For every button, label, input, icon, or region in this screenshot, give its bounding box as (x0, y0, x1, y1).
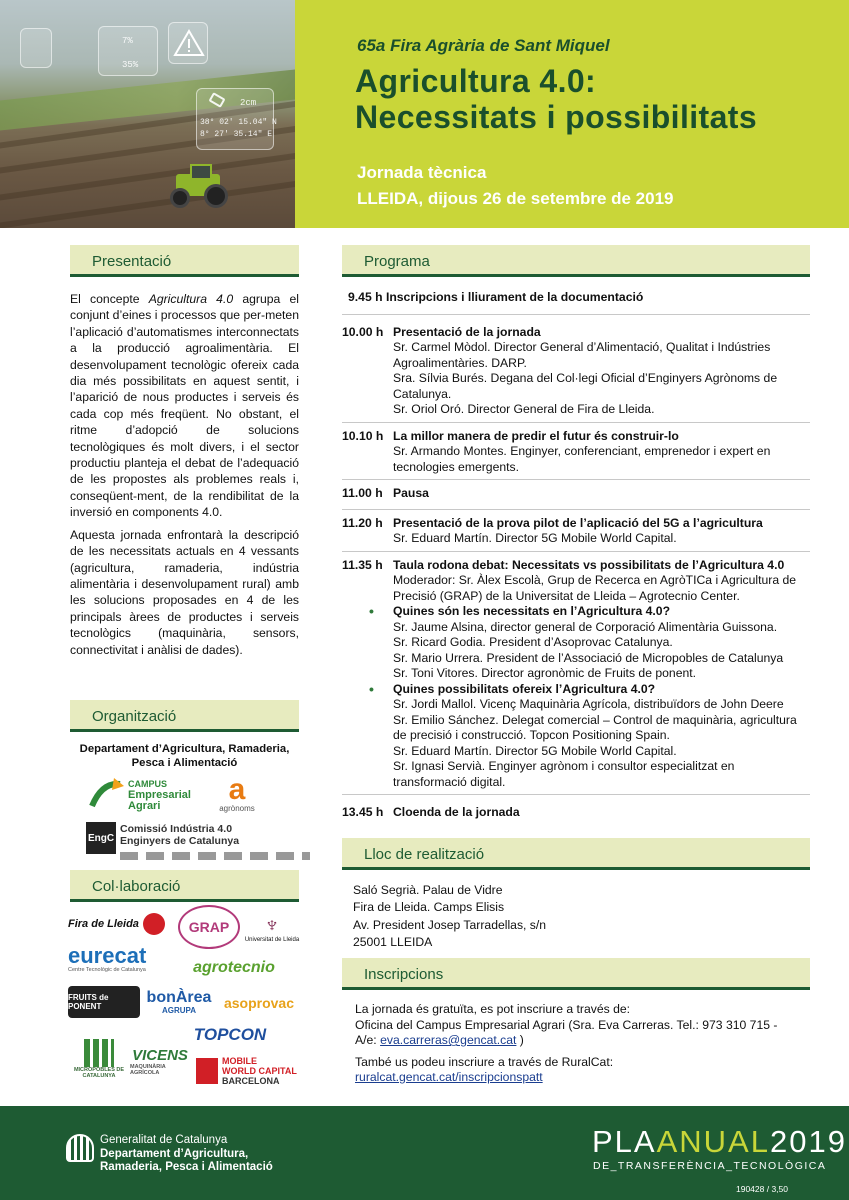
programa-speaker: Sr. Emilio Sánchez. Delegat comercial – Control de maquinària, agricultura de precisió i construcció. Topcon Positioning Spain. (393, 712, 797, 742)
field-row (0, 175, 295, 228)
lloc-heading (342, 838, 810, 870)
programa-time: 11.20 h (342, 515, 383, 530)
programa-speaker: Sr. Ignasi Servià. Enginyer agrònom i consultor especialitzat en transformació digital. (393, 759, 735, 789)
venue-line: 25001 LLEIDA (353, 934, 433, 949)
programa-time: 11.00 h (342, 486, 383, 500)
mwc-logo-line1: MOBILE (222, 1056, 257, 1066)
programa-title: La millor manera de predir el futur és construir-lo (393, 428, 679, 443)
comissio-sponsor-strip (120, 852, 310, 860)
agrotecnio-logo: agrotecnio (193, 959, 275, 976)
micropobles-logo (70, 1034, 128, 1084)
micropobles-mark (84, 1039, 114, 1067)
programa-title: Taula rodona debat: Necessitats vs possibilitats de l’Agricultura 4.0 (393, 557, 785, 572)
fira-lleida-logo-text: Fira de Lleida (68, 918, 139, 930)
generalitat-icon (66, 1134, 94, 1162)
inscripcions-heading (342, 958, 810, 990)
grap-logo (178, 905, 240, 949)
udl-logo: ♆ Universitat de Lleida (244, 912, 300, 943)
field-row (0, 147, 295, 203)
fira-lleida-mark (143, 913, 165, 935)
programa-entry-0 (348, 290, 810, 306)
col-laboracio-heading-label: Col·laboració (92, 878, 181, 895)
footer-dept-line1: Departament d’Agricultura, (100, 1148, 249, 1160)
campus-logo-line3: Agrari (128, 799, 161, 812)
udl-logo-text: Universitat de Lleida (244, 937, 300, 943)
event-type: Jornada tècnica (357, 163, 487, 182)
email-label: A/e: (355, 1033, 381, 1047)
campus-agrari-logo (88, 775, 204, 815)
programa-time: 10.10 h (342, 428, 384, 443)
inscripcions-email-line (355, 1033, 815, 1049)
presentacio-p1-emphasis: Agricultura 4.0 (148, 292, 234, 306)
inscripcions-line: Oficina del Campus Empresarial Agrari (Sra. Eva Carreras. Tel.: 973 310 715 - (355, 1017, 778, 1032)
pla-anual-year: 2019 (769, 1124, 847, 1159)
venue-line: Av. President Josep Tarradellas, s/n (353, 917, 547, 932)
programa-list (342, 290, 810, 831)
organitzacio-heading (70, 700, 299, 732)
programa-entry (342, 486, 810, 510)
email-link[interactable]: eva.carreras@gencat.cat (380, 1033, 517, 1047)
event-fair-name: 65a Fira Agrària de Sant Miquel (357, 36, 610, 55)
header-title-box (295, 0, 849, 228)
agronoms-logo-text: agrònoms (219, 803, 255, 813)
inscripcions-line: També us podeu inscriure a través de RuralCat: (355, 1054, 614, 1069)
bonarea-logo-sub: AGRUPA (161, 1005, 197, 1015)
eurecat-logo-sub: Centre Tecnològic de Catalunya (68, 967, 146, 973)
ruralcat-link[interactable]: ruralcat.gencat.cat/inscripcionspatt (355, 1070, 543, 1084)
programa-speaker: Sr. Eduard Martín. Director 5G Mobile World Capital. (393, 743, 677, 758)
programa-entry (342, 429, 810, 481)
mwc-mark (196, 1058, 218, 1084)
pla-anual-b: ANUAL (656, 1124, 770, 1159)
topcon-logo: TOPCON (193, 1025, 267, 1044)
programa-speaker: Sr. Armando Montes. Enginyer, conferenciant, emprenedor i expert en tecnologies emergents. (393, 444, 771, 474)
agronoms-logo: a agrònoms (219, 772, 255, 813)
lloc-heading-label: Lloc de realització (364, 846, 485, 863)
page-title-line1: Agricultura 4.0: (355, 63, 597, 99)
eurecat-logo-text: eurecat (68, 943, 147, 968)
comissio-logo-line2: Enginyers de Catalunya (120, 835, 240, 847)
programa-title: Presentació de la prova pilot de l’aplicació del 5G a l’agricultura (393, 515, 763, 530)
footer (0, 1106, 849, 1200)
presentacio-paragraph-2: Aquesta jornada enfrontarà la descripció de les necessitats actuals en 4 vessants (agricultura, ramaderia, indústria alimentària i desenvolupament rural) amb les solucions proposades en 4 de les principals àrees de productes i serveis tecnològics (maquinària, sensors, connectivitat i anàlisi de dades). (70, 527, 299, 657)
grap-logo-text: GRAP (188, 919, 230, 935)
inscripcions-text (355, 1002, 815, 1086)
presentacio-heading-label: Presentació (92, 253, 172, 270)
organitzacio-heading-label: Organització (92, 708, 177, 725)
programa-speaker: Sr. Ricard Godia. President d’Asoprovac Catalunya. (393, 635, 673, 649)
hero-distance: 2cm (240, 98, 257, 108)
presentacio-heading (70, 245, 299, 277)
venue-line: Saló Segrià. Palau de Vidre (353, 883, 503, 897)
programa-time: 13.45 h (342, 805, 384, 819)
programa-speaker: Sr. Mario Urrera. President de l’Associació de Micropobles de Catalunya (393, 650, 784, 665)
overlay-box (20, 28, 52, 68)
presentacio-p1-start: El concepte (70, 292, 149, 306)
hero-image (0, 0, 295, 228)
pla-anual-logo (592, 1124, 847, 1160)
eurecat-logo (68, 942, 178, 976)
vicens-logo (130, 1040, 190, 1082)
document-code: 190428 / 3,50 (736, 1184, 788, 1194)
tractor-icon (168, 170, 228, 210)
programa-title: Inscripcions i lliurament de la documentació (385, 290, 644, 304)
programa-heading (342, 245, 810, 277)
programa-title: Presentació de la jornada (393, 324, 541, 339)
fruits-de-ponent-logo: FRUITS de PONENT (68, 986, 140, 1018)
pla-anual-a: PLA (592, 1124, 657, 1159)
hero-pct-bottom: 35% (122, 60, 139, 70)
programa-time: 11.35 h (342, 557, 383, 572)
warning-icon (168, 22, 208, 64)
bonarea-logo-text: bonÀrea (146, 988, 212, 1006)
comissio-logo (120, 823, 310, 860)
presentacio-p1-rest: agrupa el conjunt d’eines i processos que per-meten l’aplicació d’automatismes interconnectats a la producció agroalimentària. El desenvolupament tecnològic ofereix cada dia més possibilitats en aquest sentit, i l’aparició de nous productes i serveis és cada cop més freqüent. No obstant, el ritme d’adopció de solucions tecnològiques és molt divers, i el sector productiu planteja el debat de l’adequació de les propostes als problemes reals i, conseqüent-ment, de la rendibilitat de la inversió en components 4.0. (70, 292, 299, 520)
programa-speaker: Sra. Sílvia Burés. Degana del Col·legi Oficial d’Enginyers Agrònoms de Catalunya. (393, 371, 778, 401)
pla-anual-subtitle: DE_TRANSFERÈNCIA_TECNOLÒGICA (593, 1160, 827, 1172)
email-suffix: ) (516, 1033, 524, 1047)
programa-subtopic: • Quines possibilitats ofereix l’Agricultura 4.0? (393, 682, 810, 698)
programa-time: 10.00 h (342, 324, 384, 339)
fira-lleida-logo (68, 912, 172, 936)
programa-speaker: Sr. Toni Vitores. Director agronòmic de Fruits de ponent. (393, 666, 697, 680)
mobile-world-capital-logo (196, 1055, 300, 1087)
programa-entry (342, 516, 810, 552)
footer-dept-line2: Ramaderia, Pesca i Alimentació (100, 1161, 273, 1173)
programa-title: Cloenda de la jornada (393, 805, 520, 819)
engc-logo: EngC (86, 822, 116, 854)
hero-coord1: 38° 02' 15.04" N (200, 118, 277, 127)
programa-speaker: Sr. Oriol Oró. Director General de Fira de Lleida. (393, 402, 655, 416)
programa-entry (342, 321, 810, 423)
micropobles-logo-text: MICROPOBLES DE CATALUNYA (73, 1067, 125, 1079)
campus-logo-line2: Empresarial (128, 788, 191, 801)
venue-line: Fira de Lleida. Camps Elisis (353, 900, 505, 915)
programa-speaker: Sr. Eduard Martín. Director 5G Mobile World Capital. (393, 531, 677, 545)
mwc-logo-line2: WORLD CAPITAL (222, 1066, 297, 1076)
programa-title: Pausa (393, 486, 429, 500)
presentacio-text (70, 291, 299, 664)
col-laboracio-heading (70, 870, 299, 902)
programa-time: 9.45 h (348, 290, 383, 304)
campus-logo-line1: CAMPUS (128, 778, 168, 789)
comissio-logo-line1: Comissió Indústria 4.0 (120, 823, 233, 835)
presentacio-paragraph-1 (70, 291, 299, 521)
vicens-logo-text: VICENS (132, 1046, 188, 1064)
mwc-logo-line3: BARCELONA (222, 1076, 280, 1086)
asoprovac-logo: asoprovac (223, 995, 295, 1011)
organizer-name: Departament d’Agricultura, Ramaderia, Pesca i Alimentació (79, 743, 290, 769)
footer-gov-name: Generalitat de Catalunya (100, 1134, 228, 1146)
programa-heading-label: Programa (364, 253, 430, 270)
programa-entry (342, 801, 810, 825)
vicens-logo-sub: MAQUINÀRIA AGRÍCOLA (130, 1063, 166, 1076)
page-title-line2: Necessitats i possibilitats (355, 99, 758, 135)
venue-address (353, 882, 546, 951)
bonarea-logo (140, 986, 218, 1018)
programa-subtopic: • Quines són les necessitats en l’Agricultura 4.0? (393, 604, 810, 620)
programa-entry (342, 290, 810, 315)
event-date-place: LLEIDA, dijous 26 de setembre de 2019 (357, 189, 674, 208)
programa-speaker: Sr. Carmel Mòdol. Director General d’Alimentació, Qualitat i Indústries Agroalimentàries. DARP. (393, 340, 771, 370)
programa-speaker: Sr. Jordi Mallol. Vicenç Maquinària Agrícola, distribuïdors de John Deere (393, 697, 784, 711)
hero-coord2: 8° 27' 35.14" E (200, 130, 273, 139)
programa-moderator: Moderador: Sr. Àlex Escolà, Grup de Recerca en AgròTICa i Agricultura de Precisió (GRAP) de la Universitat de Lleida – Agrotecnio Center. (393, 573, 797, 603)
hero-pct-top: 7% (122, 36, 133, 46)
inscripcions-heading-label: Inscripcions (364, 966, 444, 983)
programa-entry (342, 558, 810, 796)
programa-speaker: Sr. Jaume Alsina, director general de Corporació Alimentària Guissona. (393, 619, 778, 634)
inscripcions-line: La jornada és gratuïta, es pot inscriure a través de: (355, 1002, 631, 1016)
